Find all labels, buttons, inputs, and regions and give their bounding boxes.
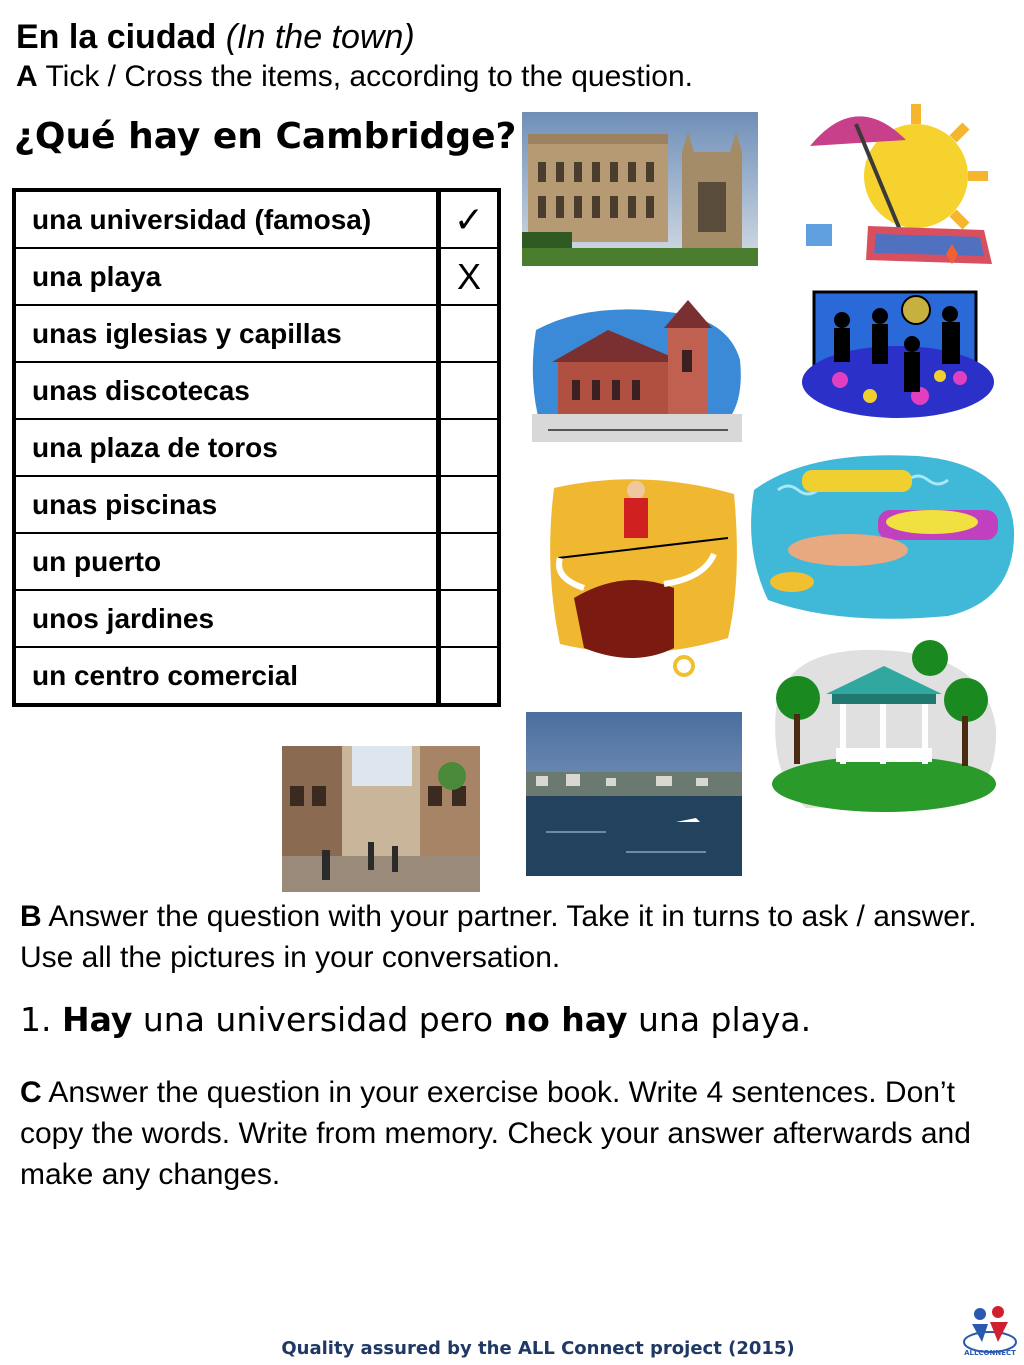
- gardens-clipart: [766, 628, 1002, 814]
- items-table: [12, 188, 501, 707]
- item-mark-box[interactable]: [439, 647, 500, 705]
- section-b-text: Answer the question with your partner. Take it in turns to ask / answer. Use all the pictures in your conversation.: [20, 900, 977, 974]
- section-b: [20, 896, 1010, 978]
- item-mark-box[interactable]: [439, 362, 500, 419]
- swimming-pool-clipart: [748, 450, 1020, 622]
- table-row: [14, 476, 499, 533]
- beach-clipart: [796, 94, 1000, 270]
- table-row: [14, 533, 499, 590]
- instruction-a-text: Tick / Cross the items, according to the question.: [45, 60, 693, 93]
- item-mark-box[interactable]: [439, 305, 500, 362]
- item-label: una playa: [14, 248, 439, 305]
- bullfight-clipart: [544, 468, 742, 686]
- item-label: unas piscinas: [14, 476, 439, 533]
- section-b-letter: B: [20, 900, 42, 933]
- example-no-hay: no hay: [503, 1000, 628, 1039]
- item-label: unas discotecas: [14, 362, 439, 419]
- item-label: un centro comercial: [14, 647, 439, 705]
- item-mark-box[interactable]: ✓: [439, 190, 500, 248]
- example-part2: una playa.: [638, 1000, 812, 1039]
- section-c-text: Answer the question in your exercise book. Write 4 sentences. Don’t copy the words. Write from memory. Check your answer afterwards and make any changes.: [20, 1076, 971, 1191]
- item-mark-box[interactable]: [439, 476, 500, 533]
- item-label: unas iglesias y capillas: [14, 305, 439, 362]
- example-hay: Hay: [62, 1000, 133, 1039]
- question-heading: ¿Qué hay en Cambridge?: [14, 116, 517, 157]
- table-row: [14, 248, 499, 305]
- item-mark-box[interactable]: [439, 533, 500, 590]
- table-row: [14, 362, 499, 419]
- section-c: [20, 1072, 1010, 1195]
- item-mark-box[interactable]: [439, 419, 500, 476]
- instruction-a-letter: A: [16, 60, 38, 93]
- title-translation: (In the town): [225, 18, 415, 56]
- item-label: una plaza de toros: [14, 419, 439, 476]
- footer-credit: Quality assured by the ALL Connect project (2015): [281, 1338, 795, 1359]
- church-clipart: [528, 290, 746, 442]
- page-title: En la ciudad (In the town): [16, 18, 415, 56]
- shopping-street-photo: [282, 746, 480, 892]
- item-mark-box[interactable]: X: [439, 248, 500, 305]
- svg-text:ALLCONNECT: ALLCONNECT: [964, 1349, 1016, 1357]
- port-photo: [526, 712, 742, 876]
- allconnect-logo: [962, 1302, 1018, 1358]
- example-sentence: [20, 1000, 811, 1039]
- item-mark-box[interactable]: [439, 590, 500, 647]
- table-row: [14, 590, 499, 647]
- table-row: [14, 305, 499, 362]
- disco-clipart: [800, 286, 998, 422]
- example-number: 1.: [20, 1000, 52, 1039]
- table-row: [14, 419, 499, 476]
- table-row: [14, 190, 499, 248]
- section-c-letter: C: [20, 1076, 42, 1109]
- item-label: unos jardines: [14, 590, 439, 647]
- item-label: un puerto: [14, 533, 439, 590]
- instruction-a: [16, 60, 693, 94]
- example-part1: una universidad pero: [142, 1000, 494, 1039]
- table-row: [14, 647, 499, 705]
- university-photo: [522, 112, 758, 266]
- item-label: una universidad (famosa): [14, 190, 439, 248]
